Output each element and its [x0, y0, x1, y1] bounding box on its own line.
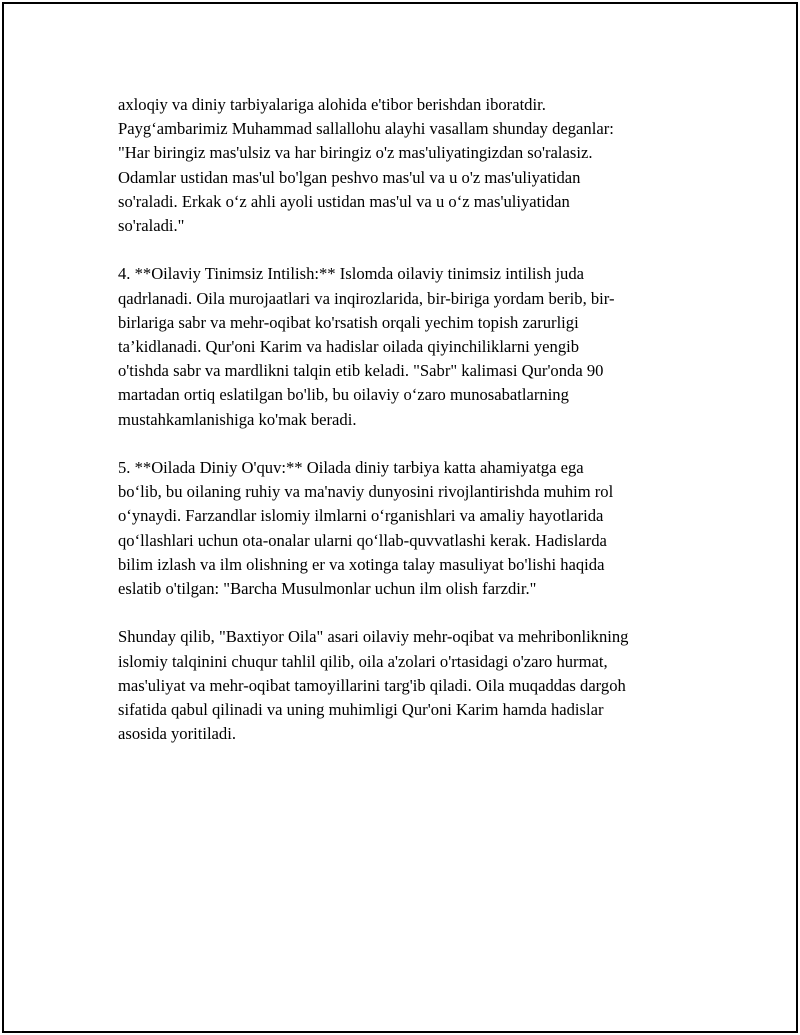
paragraph-3	[118, 456, 678, 601]
paragraph-2	[118, 262, 678, 431]
text-line: o'tishda sabr va mardlikni talqin etib keladi. "Sabr" kalimasi Qur'onda 90	[118, 361, 604, 381]
text-line: o‘ynaydi. Farzandlar islomiy ilmlarni o‘rganishlari va amaliy hayotlarida	[118, 506, 604, 526]
text-line: Payg‘ambarimiz Muhammad sallallohu alayhi vasallam shunday deganlar:	[118, 119, 614, 139]
text-line: 5. **Oilada Diniy O'quv:** Oilada diniy tarbiya katta ahamiyatga ega	[118, 458, 584, 478]
text-line: ta’kidlanadi. Qur'oni Karim va hadislar oilada qiyinchiliklarni yengib	[118, 337, 580, 357]
text-line: mustahkamlanishiga ko'mak beradi.	[118, 409, 357, 429]
text-line: martadan ortiq eslatilgan bo'lib, bu oilaviy o‘zaro munosabatlarning	[118, 385, 569, 405]
text-line: bo‘lib, bu oilaning ruhiy va ma'naviy dunyosini rivojlantirishda muhim rol	[118, 482, 614, 502]
text-line: 4. **Oilaviy Tinimsiz Intilish:** Islomda oilaviy tinimsiz intilish juda	[118, 264, 585, 284]
text-line: islomiy talqinini chuqur tahlil qilib, oila a'zolari o'rtasidagi o'zaro hurmat,	[118, 651, 608, 671]
paragraph-1	[118, 93, 678, 238]
text-line: qo‘llashlari uchun ota-onalar ularni qo‘llab-quvvatlashi kerak. Hadislarda	[118, 530, 607, 550]
text-line: sifatida qabul qilinadi va uning muhimligi Qur'oni Karim hamda hadislar	[118, 700, 604, 720]
text-line: "Har biringiz mas'ulsiz va har biringiz o'z mas'uliyatingizdan so'ralasiz.	[118, 143, 593, 163]
paragraph-4	[118, 625, 678, 746]
text-line: asosida yoritiladi.	[118, 724, 236, 744]
text-line: eslatib o'tilgan: "Barcha Musulmonlar uchun ilm olish farzdir."	[118, 579, 537, 599]
text-line: mas'uliyat va mehr-oqibat tamoyillarini targ'ib qiladi. Oila muqaddas dargoh	[118, 675, 626, 695]
text-line: qadrlanadi. Oila murojaatlari va inqirozlarida, bir-biriga yordam berib, bir-	[118, 288, 615, 308]
text-line: Odamlar ustidan mas'ul bo'lgan peshvo mas'ul va u o'z mas'uliyatidan	[118, 167, 581, 187]
text-line: so'raladi. Erkak o‘z ahli ayoli ustidan mas'ul va u o‘z mas'uliyatidan	[118, 191, 570, 211]
document-body	[118, 93, 678, 771]
text-line: so'raladi."	[118, 216, 185, 236]
text-line: Shunday qilib, "Baxtiyor Oila" asari oilaviy mehr-oqibat va mehribonlikning	[118, 627, 629, 647]
text-line: axloqiy va diniy tarbiyalariga alohida e'tibor berishdan iboratdir.	[118, 95, 546, 114]
text-line: bilim izlash va ilm olishning er va xotinga talay masuliyat bo'lishi haqida	[118, 554, 605, 574]
text-line: birlariga sabr va mehr-oqibat ko'rsatish orqali yechim topish zarurligi	[118, 312, 579, 332]
